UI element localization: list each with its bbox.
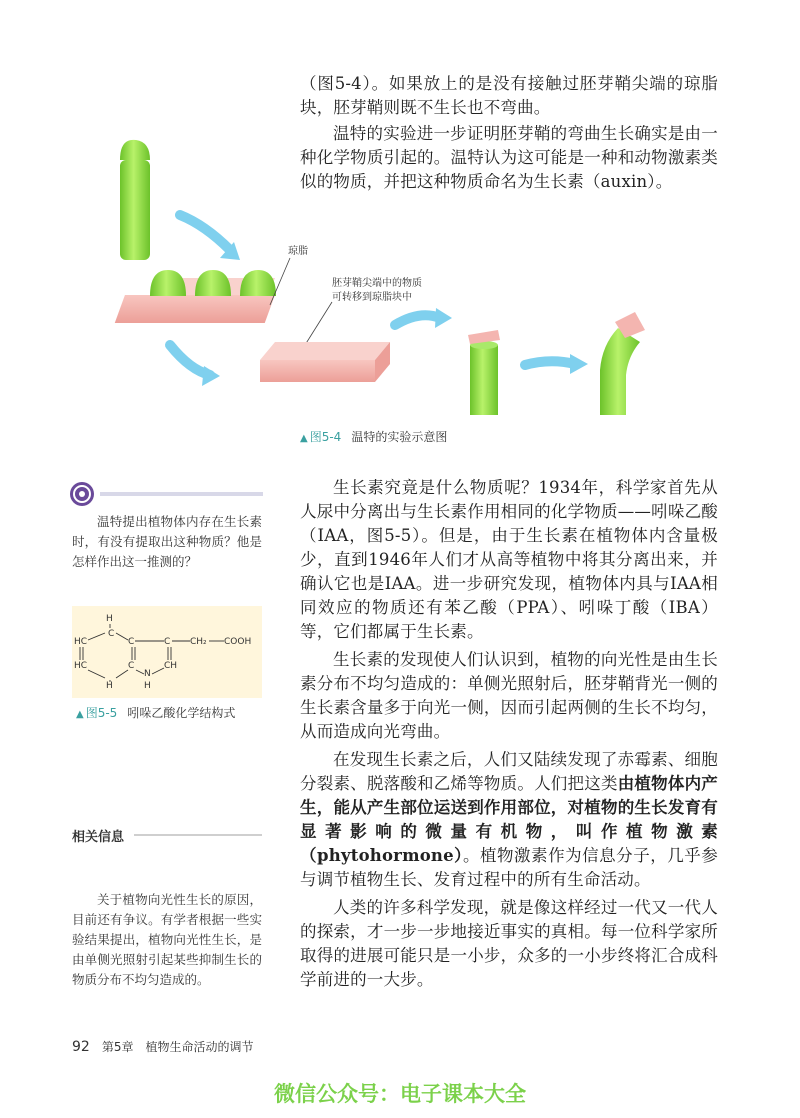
- chapter-title: 第5章 植物生命活动的调节: [101, 1040, 254, 1054]
- svg-text:H: H: [106, 681, 113, 691]
- svg-text:H: H: [144, 681, 151, 691]
- definition-bold: 由植物体内产生，能从产生部位运送到作用部位，对植物的生长发育有显著影响的微量有机物，叫作植物激素（phytohormone）: [300, 774, 718, 865]
- caption-triangle-icon: ▲: [300, 433, 308, 444]
- paragraph-5: 在发现生长素之后，人们又陆续发现了赤霉素、细胞分裂素、脱落酸和乙烯等物质。人们把这类由植物体内产生，能从产生部位运送到作用部位，对植物的生长发育有显著影响的微量有机物，叫作植物激素（phytohormone）。植物激素作为信息分子，几乎参与调节植物生长、发育过程中的所有生命活动。: [300, 750, 719, 889]
- coleoptile-with-agar: [468, 330, 500, 415]
- coleoptile-bent: [600, 312, 645, 415]
- arrow-to-decapitated-icon: [395, 315, 440, 325]
- svg-text:CH₂: CH₂: [190, 637, 207, 647]
- svg-text:CH: CH: [164, 661, 178, 671]
- watermark-text: 微信公众号：电子课本大全: [274, 1082, 526, 1106]
- figure-5-4-caption: [300, 428, 447, 445]
- arrow-to-agar-icon: [180, 215, 230, 250]
- agar-block-with-tips: [115, 270, 276, 323]
- svg-text:C: C: [128, 637, 135, 647]
- figure-5-5-title: 吲哚乙酸化学结构式: [127, 706, 236, 720]
- paragraph-2: 温特的实验进一步证明胚芽鞘的弯曲生长确实是由一种化学物质引起的。温特认为这可能是一种和动物激素类似的物质，并把这种物质命名为生长素（auxin）。: [300, 124, 718, 191]
- paragraph-1: （图5-4）。如果放上的是没有接触过胚芽鞘尖端的琼脂块，胚芽鞘则既不生长也不弯曲。: [300, 74, 718, 117]
- label-agar: 琼脂: [288, 246, 308, 257]
- figure-5-4-title: 温特的实验示意图: [351, 430, 448, 444]
- paragraph-6: 人类的许多科学发现，就是像这样经过一代又一代人的探索，才一步一步地接近事实的真相。每一位科学家所取得的进展可能只是一小步，众多的一小步终将汇合成科学前进的一大步。: [300, 898, 718, 989]
- caption-triangle-icon: ▲: [76, 709, 84, 720]
- svg-text:COOH: COOH: [224, 637, 252, 647]
- page-footer: [72, 1038, 253, 1055]
- related-info-rule: [134, 834, 262, 836]
- svg-text:N: N: [144, 669, 151, 679]
- label-transfer-line2: 可转移到琼脂块中: [332, 292, 412, 303]
- iaa-structure-diagram: [72, 606, 262, 698]
- think-question-icon: [68, 480, 268, 510]
- figure-5-5-caption: [76, 704, 235, 721]
- related-info-title: 相关信息: [72, 830, 125, 845]
- went-experiment-diagram: [100, 130, 680, 420]
- svg-text:C: C: [108, 629, 115, 639]
- main-text-bottom: [300, 476, 718, 992]
- agar-block-alone: [260, 342, 390, 382]
- svg-text:HC: HC: [74, 637, 88, 647]
- related-info-text: 关于植物向光性生长的原因，目前还有争议。有学者根据一些实验结果提出，植物向光性生长，是由单侧光照射引起某些抑制生长的物质分布不均匀造成的。: [72, 892, 262, 987]
- svg-text:C: C: [128, 661, 135, 671]
- paragraph-3: 生长素究竟是什么物质呢？1934年，科学家首先从人尿中分离出与生长素作用相同的化学物质——吲哚乙酸（IAA，图5-5）。但是，由于生长素在植物体内含量极少，直到1946年人们才从高等植物中将其分离出来，并确认它也是IAA。进一步研究发现，植物体内具与IAA相同效应的物质还有苯乙酸（PPA）、吲哚丁酸（IBA）等，它们都属于生长素。: [300, 478, 718, 641]
- label-transfer-line1: 胚芽鞘尖端中的物质: [332, 278, 422, 289]
- svg-text:HC: HC: [74, 661, 88, 671]
- figure-5-5-number: 图5-5: [85, 706, 118, 720]
- page-number: 92: [72, 1039, 90, 1055]
- figure-5-4-number: 图5-4: [309, 430, 342, 444]
- coleoptile-intact: [120, 140, 150, 260]
- sidebar-question: 温特提出植物体内存在生长素时，有没有提取出这种物质？他是怎样作出这一推测的？: [72, 514, 262, 569]
- svg-text:H: H: [106, 614, 113, 624]
- svg-text:C: C: [164, 637, 171, 647]
- iaa-structure-box: [72, 606, 262, 698]
- arrow-to-bent-icon: [525, 361, 575, 365]
- paragraph-4: 生长素的发现使人们认识到，植物的向光性是由生长素分布不均匀造成的：单侧光照射后，胚芽鞘背光一侧的生长素含量多于向光一侧，因而引起两侧的生长不均匀，从而造成向光弯曲。: [300, 650, 718, 741]
